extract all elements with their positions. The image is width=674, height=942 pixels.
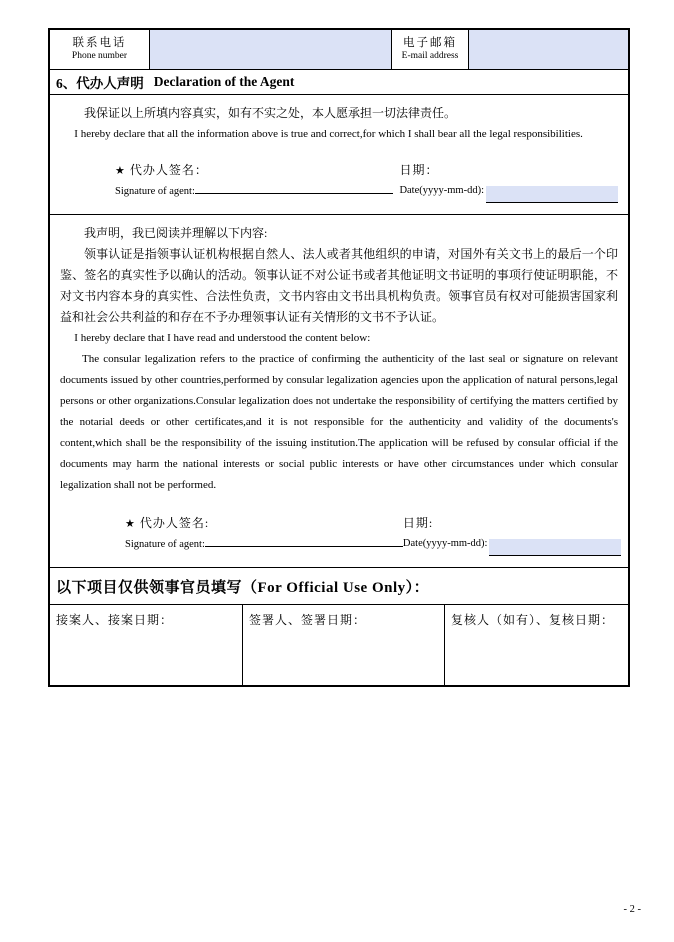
date-input-2[interactable] — [489, 539, 621, 556]
agent-signature-block-2 — [60, 514, 618, 557]
declaration2-body-en: The consular legalization refers to the practice of confirming the authenticity of the last seal or signature on relevant documents issued by other countries,performed by consular legalization agencies upon the application of natural persons,legal persons or other organizations.Consular legalization does not undertake the responsibility of certifying the matters certified by the notarial deeds or other certificates,and it is not responsible for the authenticity and validity of the documents's content,which shall be the responsibility of the issuing institution.The application will be refused by consular official if the documents may harm the national interests or social public interests or have other circumstances under which consular legalization shall not be performed. — [60, 353, 618, 491]
agent-sign-label-en: Signature of agent: — [115, 186, 195, 197]
declaration1-box — [50, 95, 628, 215]
date-label-zh: 日期: — [402, 516, 434, 530]
declaration2-intro-en: I hereby declare that I have read and understood the content below: — [74, 332, 371, 344]
phone-number-input[interactable] — [150, 30, 392, 69]
declaration2-intro-zh: 我声明，我已阅读并理解以下内容: — [84, 226, 268, 240]
agent-sign-label-en: Signature of agent: — [125, 539, 205, 550]
star-icon: ★ — [125, 518, 136, 530]
agent-signature-block-1 — [60, 161, 618, 204]
email-address-input[interactable] — [469, 30, 628, 69]
official-cell-signer-label: 签署人、签署日期： — [249, 613, 367, 627]
date-label-en: Date(yyyy-mm-dd): — [402, 538, 488, 549]
declaration2-box — [50, 215, 628, 568]
official-use-header: 以下项目仅供领事官员填写（For Official Use Only）： — [50, 568, 628, 605]
section6-header — [50, 70, 628, 95]
official-cell-receiver — [50, 605, 243, 685]
phone-number-label-zh: 联系电话 — [72, 37, 127, 50]
email-address-label-en: E-mail address — [401, 50, 459, 61]
agent-sign-label-zh: 代办人签名: — [139, 516, 210, 530]
phone-number-label-en: Phone number — [71, 50, 128, 61]
declaration2-body-zh: 领事认证是指领事认证机构根据自然人、法人或者其他组织的申请，对国外有关文书上的最后一个印鉴、签名的真实性予以确认的活动。领事认证不对公证书或者其他证明文书证明的事项行使证明职能，不对文书内容本身的真实性、合法性负责，文书内容由文书出具机构负责。领事官员有权对可能损害国家利益和社会公共利益的和存在不予办理领事认证有关情形的文书不予认证。 — [60, 247, 618, 324]
declaration1-text-en: I hereby declare that all the information above is true and correct,for which I shall bear all the legal responsibilities. — [74, 128, 583, 140]
section6-title-zh: 6、代办人声明 — [56, 76, 144, 91]
date-input-1[interactable] — [486, 186, 618, 203]
date-label-en: Date(yyyy-mm-dd): — [399, 185, 484, 196]
page-number: - 2 - — [623, 904, 641, 915]
official-cell-reviewer-label: 复核人（如有）、复核日期： — [451, 613, 615, 627]
official-use-row — [50, 605, 628, 685]
email-address-label — [392, 30, 469, 69]
official-cell-reviewer — [445, 605, 628, 685]
form-table — [48, 28, 630, 687]
official-cell-signer — [243, 605, 445, 685]
agent-signature-line — [195, 180, 393, 194]
section6-title-en: Declaration of the Agent — [153, 74, 295, 89]
agent-sign-label-zh: 代办人签名： — [129, 163, 208, 177]
declaration1-text-zh: 我保证以上所填内容真实，如有不实之处，本人愿承担一切法律责任。 — [84, 106, 457, 120]
email-address-label-zh: 电子邮箱 — [403, 37, 457, 50]
official-cell-receiver-label: 接案人、接案日期： — [56, 613, 174, 627]
contact-row — [50, 30, 628, 70]
agent-signature-line — [205, 533, 403, 547]
star-icon: ★ — [115, 165, 126, 177]
phone-number-label — [50, 30, 150, 69]
date-label-zh: 日期： — [399, 163, 439, 177]
